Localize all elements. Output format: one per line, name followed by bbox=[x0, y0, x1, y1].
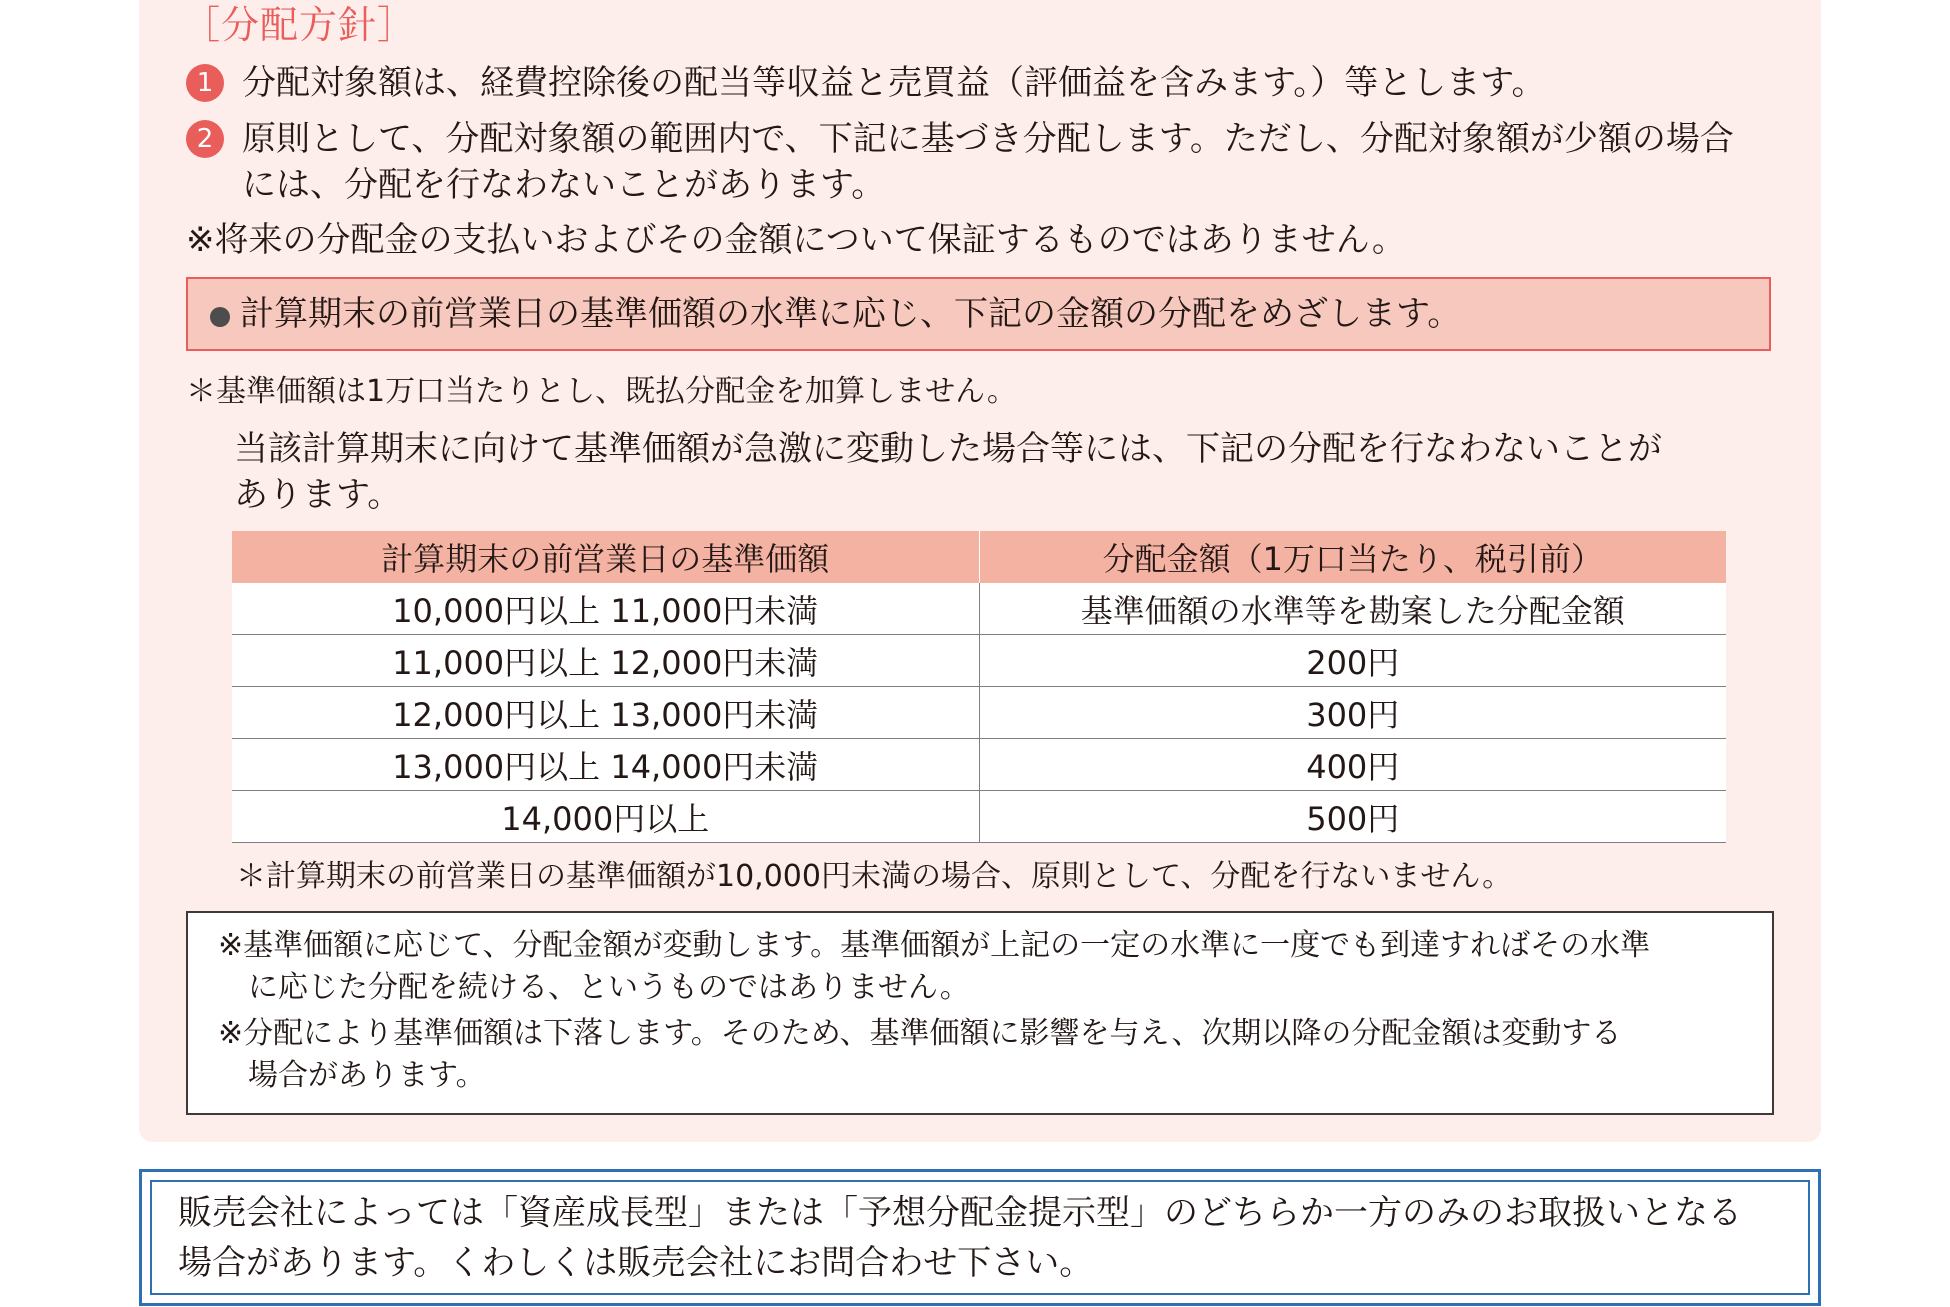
caution-item-2: ※分配により基準価額は下落します。そのため、基準価額に影響を与え、次期以降の分配金額は変動する 場合があります。 bbox=[218, 1016, 1622, 1093]
policy-item-1-text: 分配対象額は、経費控除後の配当等収益と売買益（評価益を含みます。）等とします。 bbox=[242, 63, 1546, 103]
number-1-icon: 1 bbox=[186, 64, 224, 102]
policy-item-2-text: 原則として、分配対象額の範囲内で、下記に基づき分配します。ただし、分配対象額が少額の場合 には、分配を行なわないことがあります。 bbox=[242, 119, 1734, 205]
amount-cell: 400円 bbox=[979, 739, 1726, 791]
amount-cell: 500円 bbox=[979, 791, 1726, 843]
header-amount: 分配金額（1万口当たり、税引前） bbox=[979, 531, 1726, 583]
nav-range-cell: 14,000円以上 bbox=[232, 791, 979, 843]
number-2-icon: 2 bbox=[186, 120, 224, 158]
target-text: 計算期末の前営業日の基準価額の水準に応じ、下記の金額の分配をめざします。 bbox=[240, 294, 1462, 334]
policy-heading: ［分配方針］ bbox=[182, 3, 417, 47]
nav-note: ＊基準価額は1万口当たりとし、既払分配金を加算しません。 bbox=[186, 374, 1017, 409]
table-row bbox=[232, 635, 1726, 687]
sales-notice-text: 販売会社によっては「資産成長型」または「予想分配金提示型」のどちらか一方のみのお取扱いとなる 場合があります。くわしくは販売会社にお問合わせ下さい。 bbox=[178, 1193, 1742, 1283]
target-box bbox=[186, 277, 1771, 351]
caution-item-1: ※基準価額に応じて、分配金額が変動します。基準価額が上記の一定の水準に一度でも到達すればその水準 に応じた分配を続ける、というものではありません。 bbox=[218, 928, 1651, 1005]
amount-cell: 200円 bbox=[979, 635, 1726, 687]
amount-cell: 基準価額の水準等を勘案した分配金額 bbox=[979, 583, 1726, 635]
nav-range-cell: 13,000円以上 14,000円未満 bbox=[232, 739, 979, 791]
table-row bbox=[232, 739, 1726, 791]
table-row bbox=[232, 687, 1726, 739]
nav-range-cell: 10,000円以上 11,000円未満 bbox=[232, 583, 979, 635]
caution-box bbox=[186, 911, 1774, 1115]
nav-range-cell: 12,000円以上 13,000円未満 bbox=[232, 687, 979, 739]
table-row bbox=[232, 791, 1726, 843]
volatility-paragraph: 当該計算期末に向けて基準価額が急激に変動した場合等には、下記の分配を行なわないことが あります。 bbox=[234, 429, 1662, 515]
nav-range-cell: 11,000円以上 12,000円未満 bbox=[232, 635, 979, 687]
table-row bbox=[232, 583, 1726, 635]
amount-cell: 300円 bbox=[979, 687, 1726, 739]
guarantee-note: ※将来の分配金の支払いおよびその金額について保証するものではありません。 bbox=[186, 220, 1406, 260]
distribution-table bbox=[232, 531, 1726, 843]
bullet-icon bbox=[210, 307, 230, 327]
table-header-row bbox=[232, 531, 1726, 583]
table-footnote: ＊計算期末の前営業日の基準価額が10,000円未満の場合、原則として、分配を行ないません。 bbox=[236, 859, 1513, 894]
header-nav: 計算期末の前営業日の基準価額 bbox=[232, 531, 979, 583]
sales-notice-box bbox=[139, 1169, 1821, 1306]
